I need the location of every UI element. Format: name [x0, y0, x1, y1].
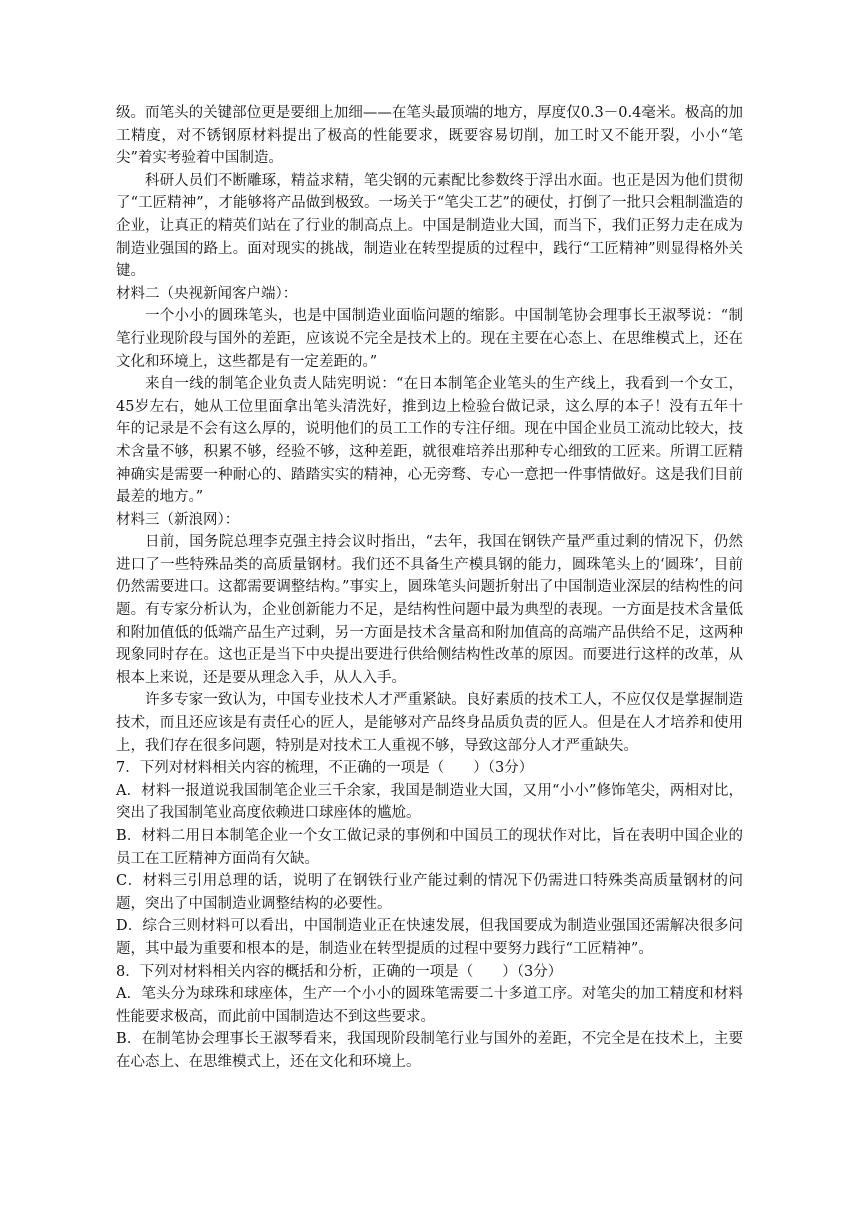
document-page [116, 102, 743, 1074]
question-7-option-c: C．材料三引用总理的话，说明了在钢铁行业产能过剩的情况下仍需进口特殊类高质量钢材的问题，突出了中国制造业调整结构的必要性。 [116, 873, 743, 912]
paragraph-experts: 许多专家一致认为，中国专业技术人才严重紧缺。良好素质的技术工人，不应仅仅是掌握制造技术，而且还应该是有责任心的匠人，是能够对产品终身品质负责的匠人。但是在人才培养和使用上，我们存在很多问题，特别是对技术工人重视不够，导致这部分人才严重缺失。 [116, 692, 743, 754]
paragraph-craftsman-spirit: 科研人员们不断雕琢，精益求精，笔尖钢的元素配比参数终于浮出水面。也正是因为他们贯彻了“工匠精神”，才能够将产品做到极致。一场关于“笔尖工艺”的硬仗，打倒了一批只会粗制滥造的企业，让真正的精英们站在了行业的制高点上。中国是制造业大国，而当下，我们正努力走在成为制造业强国的路上。面对现实的挑战，制造业在转型提质的过程中，践行“工匠精神”则显得格外关键。 [116, 172, 743, 280]
question-7-option-d: D．综合三则材料可以看出，中国制造业正在快速发展，但我国要成为制造业强国还需解决很多问题，其中最为重要和根本的是，制造业在转型提质的过程中要努力践行“工匠精神”。 [116, 918, 743, 957]
heading-material-two: 材料二（央视新闻客户端）： [116, 285, 298, 302]
question-8-option-b: B．在制笔协会理事长王淑琴看来，我国现阶段制笔行业与国外的差距，不完全是在技术上，主要在心态上、在思维模式上，还在文化和环境上。 [116, 1031, 743, 1070]
question-7-option-a: A．材料一报道说我国制笔企业三千余家，我国是制造业大国，又用“小小”修饰笔尖，两相对比，突出了我国制笔业高度依赖进口球座体的尴尬。 [116, 782, 743, 822]
question-8-option-a: A．笔头分为球珠和球座体，生产一个小小的圆珠笔需要二十多道工序。对笔尖的加工精度和材料性能要求极高，而此前中国制造达不到这些要求。 [116, 986, 743, 1025]
paragraph-material-one-continued: 级。而笔头的关键部位更是要细上加细——在笔头最顶端的地方，厚度仅0.3－0.4毫米。极高的加工精度，对不锈钢原材料提出了极高的性能要求，既要容易切削，加工时又不能开裂，小小“笔尖”着实考验着中国制造。 [116, 105, 743, 167]
question-8-stem: 8．下列对材料相关内容的概括和分析，正确的一项是（ ）（3分） [116, 963, 563, 980]
paragraph-premier-li: 日前，国务院总理李克强主持会议时指出，“去年，我国在钢铁产量严重过剩的情况下，仍然进口了一些特殊品类的高质量钢材。我们还不具备生产模具钢的能力，圆珠笔头上的‘圆珠’，目前仍然需要进口。这都需要调整结构。”事实上，圆珠笔头问题折射出了中国制造业深层的结构性的问题。有专家分析认为，企业创新能力不足，是结构性问题中最为典型的表现。一方面是技术含量低和附加值低的低端产品生产过剩，另一方面是技术含量高和附加值高的高端产品供给不足，这两种现象同时存在。这也正是当下中央提出要进行供给侧结构性改革的原因。而要进行这样的改革，从根本上来说，还是要从理念入手，从人入手。 [116, 534, 743, 686]
question-7-stem: 7．下列对材料相关内容的梳理，不正确的一项是（ ）（3分） [116, 760, 534, 777]
heading-material-three: 材料三（新浪网）： [116, 511, 240, 528]
question-7-option-b: B．材料二用日本制笔企业一个女工做记录的事例和中国员工的现状作对比，旨在表明中国企业的员工在工匠精神方面尚有欠缺。 [116, 828, 743, 867]
paragraph-wang-shuqin: 一个小小的圆珠笔头，也是中国制造业面临问题的缩影。中国制笔协会理事长王淑琴说：“制笔行业现阶段与国外的差距，应该说不完全是技术上的。现在主要在心态上、在思维模式上，还在文化和环境上，这些都是有一定差距的。” [116, 308, 743, 370]
paragraph-lu-xianming: 来自一线的制笔企业负责人陆宪明说：“在日本制笔企业笔头的生产线上，我看到一个女工， 45岁左右，她从工位里面拿出笔头清洗好，推到边上检验台做记录，这么厚的本子！没有五年十年的记录是不会有这么厚的，说明他们的员工工作的专注仔细。现在中国企业员工流动比较大，技术含量不够，积累不够，经验不够，这种差距，就很难培养出那种专心细致的工匠来。所谓工匠精神确实是需要一种耐心的、踏踏实实的精神，心无旁骛、专心一意把一件事情做好。这是我们目前最差的地方。” [116, 376, 743, 506]
